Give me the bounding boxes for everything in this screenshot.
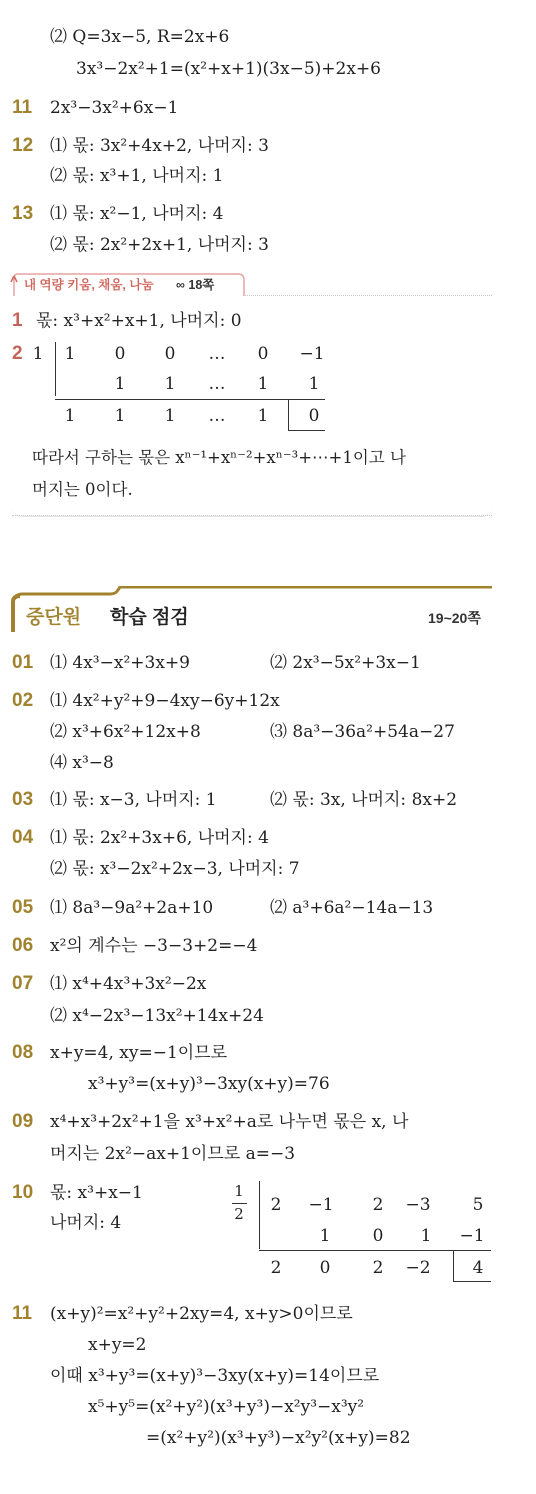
box-title: 내 역량 키움, 채움, 나눔 [24,278,154,292]
answer-10-remainder: 나머지: 4 [50,1213,122,1233]
synth-r3-c1: 1 [64,406,76,426]
box-problem-number-2: 2 [12,343,23,364]
synth-r1-c1: 1 [64,344,76,364]
synth2-r2-c2: 1 [319,1226,331,1246]
synth2-r2-c3: 0 [372,1226,384,1246]
synthetic-horizontal-line [55,399,325,400]
remainder2-box-left [453,1251,454,1281]
synth2-r1-c2: −1 [308,1195,334,1215]
box-explanation-line1: 따라서 구하는 몫은 xⁿ⁻¹+xⁿ⁻²+xⁿ⁻³+⋯+1이고 나 [32,448,406,467]
answer-03-part1: ⑴ 몫: x−3, 나머지: 1 [50,790,217,810]
section-title: 학습 점검 [110,607,189,628]
answer-02-part3: ⑶ 8a³−36a²+54a−27 [270,722,455,742]
answer-11-line5: =(x²+y²)(x³+y³)−x²y²(x+y)=82 [146,1428,411,1448]
answer-11-line4: x⁵+y⁵=(x²+y²)(x³+y³)−x²y³−x³y² [88,1397,365,1417]
synth-r3-c2: 1 [114,406,126,426]
answer-06: x²의 계수는 −3−3+2=−4 [50,936,258,956]
problem-number-10: 10 [12,1182,34,1203]
synth-r2-c4: … [208,374,226,394]
answer-11-line1: (x+y)²=x²+y²+2xy=4, x+y>0이므로 [50,1304,353,1324]
section-tab-label: 중단원 [26,607,82,628]
answer-01-part2: ⑵ 2x³−5x²+3x−1 [270,653,421,673]
synth2-r1-c3: 2 [372,1195,384,1215]
synth-r3-c3: 1 [164,406,176,426]
answer-11-line2: x+y=2 [88,1335,147,1355]
synth-r1-c2: 0 [114,344,126,364]
synthetic2-horizontal-line [259,1250,491,1251]
fraction-denominator: 2 [234,1205,244,1223]
answer-01-part1: ⑴ 4x³−x²+3x+9 [50,653,190,673]
problem-number-11: 11 [12,97,33,118]
problem-number-01: 01 [12,652,34,673]
answer-13-part1: ⑴ 몫: x²−1, 나머지: 4 [50,204,224,224]
synth-r2-c2: 1 [114,374,126,394]
answer-09-line2: 머지는 2x²−ax+1이므로 a=−3 [50,1144,296,1164]
problem-number-08: 08 [12,1042,34,1063]
remainder-box-bottom [288,430,325,431]
problem-number-13: 13 [12,203,34,224]
problem-number-02: 02 [12,690,34,711]
problem-number-03: 03 [12,789,34,810]
answer-12-part2: ⑵ 몫: x³+1, 나머지: 1 [50,166,224,186]
synth-r2-c3: 1 [164,374,176,394]
answer-08-line1: x+y=4, xy=−1이므로 [50,1043,228,1063]
synth-r3-c5: 1 [257,406,269,426]
problem-number-04: 04 [12,827,34,848]
synth-r1-c6: −1 [299,344,325,364]
answer-02-part1: ⑴ 4x²+y²+9−4xy−6y+12x [50,691,280,711]
answer-05-part2: ⑵ a³+6a²−14a−13 [270,898,434,918]
synth2-r1-c1: 2 [270,1195,282,1215]
remainder-box-left [288,400,289,430]
answer-08-line2: x³+y³=(x+y)³−3xy(x+y)=76 [88,1074,330,1094]
synth2-r3-c1: 2 [270,1258,282,1278]
answer-05-part1: ⑴ 8a³−9a²+2a+10 [50,898,214,918]
answer-03-part2: ⑵ 몫: 3x, 나머지: 8x+2 [270,790,458,810]
synth-r2-c5: 1 [257,374,269,394]
answer-04-part2: ⑵ 몫: x³−2x²+2x−3, 나머지: 7 [50,859,300,879]
problem-number-07: 07 [12,973,34,994]
answer-12-part1: ⑴ 몫: 3x²+4x+2, 나머지: 3 [50,136,269,156]
answer-02-part2: ⑵ x³+6x²+12x+8 [50,722,201,742]
section-header-frame [10,586,492,636]
synth-r3-c6: 0 [308,406,320,426]
answer-10-part2-line1: ⑵ Q=3x−5, R=2x+6 [50,27,230,47]
problem-number-11b: 11 [12,1303,33,1324]
box-bottom-border [12,515,492,516]
box-explanation-line2: 머지는 0이다. [32,480,133,499]
answer-07-part2: ⑵ x⁴−2x³−13x²+14x+24 [50,1006,264,1026]
answer-04-part1: ⑴ 몫: 2x²+3x+6, 나머지: 4 [50,828,269,848]
synth2-r2-c4: 1 [420,1226,432,1246]
answer-11: 2x³−3x²+6x−1 [50,98,179,118]
problem-number-05: 05 [12,897,34,918]
synth-r3-c4: … [208,406,226,426]
answer-10-quotient: 몫: x³+x−1 [50,1183,143,1203]
box-answer-1: 몫: x³+x²+x+1, 나머지: 0 [36,311,242,331]
synth2-r3-c5: 4 [472,1258,484,1278]
answer-07-part1: ⑴ x⁴+4x³+3x²−2x [50,974,207,994]
synth2-r1-c4: −3 [405,1195,431,1215]
answer-09-line1: x⁴+x³+2x²+1을 x³+x²+a로 나누면 몫은 x, 나 [50,1112,409,1132]
problem-number-06: 06 [12,935,34,956]
synth2-r3-c2: 0 [319,1258,331,1278]
remainder2-box-bottom [453,1281,491,1282]
answer-13-part2: ⑵ 몫: 2x²+2x+1, 나머지: 3 [50,235,269,255]
synth-r1-c5: 0 [257,344,269,364]
synth2-r3-c4: −2 [405,1258,431,1278]
answer-10-part2-line2: 3x³−2x²+1=(x²+x+1)(3x−5)+2x+6 [76,59,381,79]
synth-r1-c3: 0 [164,344,176,364]
synth2-r1-c5: 5 [472,1195,484,1215]
problem-number-12: 12 [12,135,34,156]
section-page-ref: 19~20쪽 [428,610,481,626]
synth2-r3-c3: 2 [372,1258,384,1278]
fraction-numerator: 1 [234,1182,244,1200]
box-page-ref: ∞ 18쪽 [176,278,215,292]
synthetic-divisor: 1 [32,344,44,364]
answer-11-line3: 이때 x³+y³=(x+y)³−3xy(x+y)=14이므로 [50,1366,380,1386]
fraction-bar [232,1203,247,1204]
problem-number-09: 09 [12,1111,34,1132]
synth2-r2-c5: −1 [459,1226,485,1246]
synth-r2-c6: 1 [308,374,320,394]
synth-r1-c4: … [208,344,226,364]
box-problem-number-1: 1 [12,310,23,331]
answer-02-part4: ⑷ x³−8 [50,753,114,773]
